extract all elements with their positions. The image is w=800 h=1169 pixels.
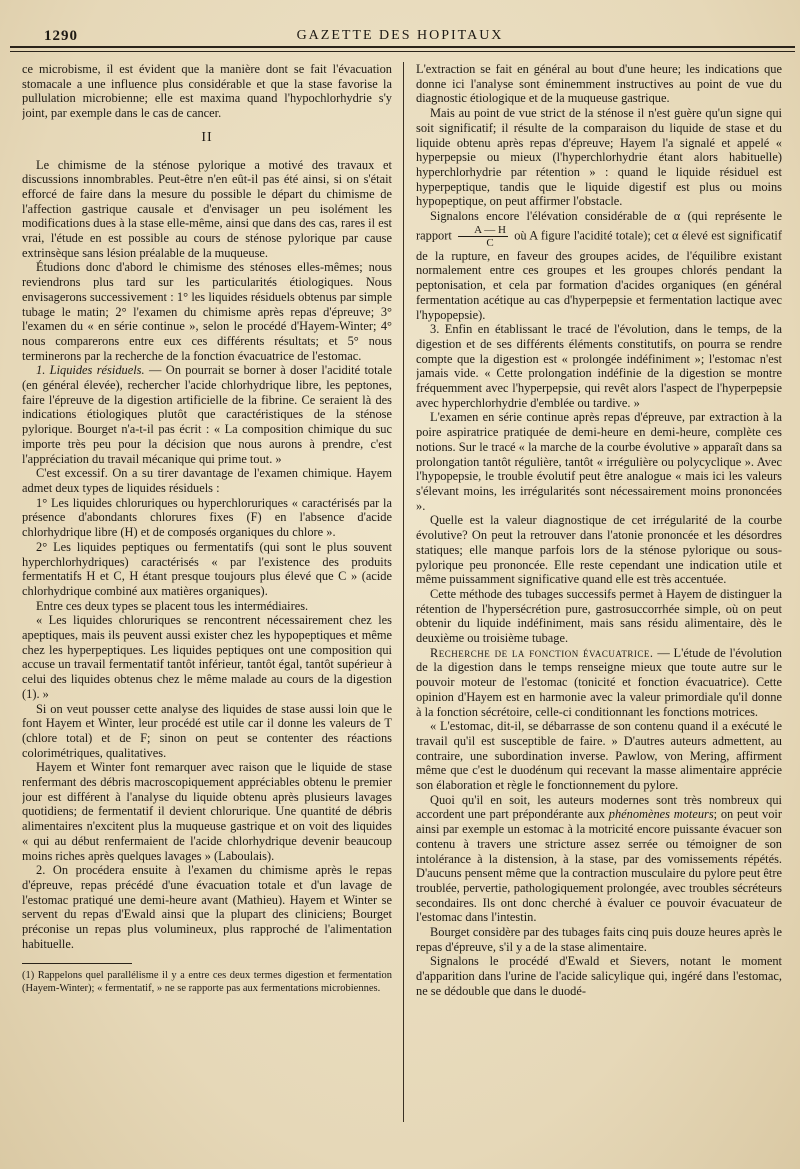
paragraph-text: Signalons encore l'élévation considérable de α (qui représente le rapport: [416, 209, 782, 243]
page-number: 1290: [44, 28, 78, 44]
paragraph: Étudions donc d'abord le chimisme des sténoses elles-mêmes; nous reviendrons plus tard sur les particularités étiologiques. Nous envisagerons successivement : 1° les liquides résiduels obtenus par simple tubage le matin; 2° l'examen du chimisme après repas d'épreuve; 3° l'examen du « en série continue », selon le procédé d'Hayem-Winter; 4° nous comparerons entre eux ces différents résultats; et 5° nous terminerons par la recherche de la fonction évacuatrice de l'estomac.: [22, 260, 392, 363]
paragraph: 2° Les liquides peptiques ou fermentatifs (qui sont le plus souvent hyperchlorhydriques) caractérisés « par l'existence des produits fermentatifs H et C, H étant presque toujours plus élevé que C » (acide chlorhydrique combiné aux matières organiques).: [22, 539, 392, 598]
paragraph: Quelle est la valeur diagnostique de cet irrégularité de la courbe évolutive? On peut la retrouver dans l'atonie prononcée et les désordres statiques; elle manque parfois lors de la sténose pylorique ou sous-pylorique peu prononcée. Elle reste cependant une indication utile et même puissamment significative quand elle est très accentuée.: [416, 513, 782, 587]
section-numeral: II: [201, 129, 213, 145]
fraction-numerator: A — H: [458, 224, 508, 237]
paragraph: Si on veut pousser cette analyse des liquides de stase aussi loin que le font Hayem et Winter, leur procédé est utile car il donne les valeurs de T (chlore total) et de F; sinon on peut se contenter des réactions colorimétriques, qualitatives.: [22, 701, 392, 760]
paragraph: 3. Enfin en établissant le tracé de l'évolution, dans le temps, de la digestion et de ses différents éléments constitutifs, on pourra se rendre compte que la digestion est « prolongée indéfiniment »; l'estomac n'est jamais vide. « Cette prolongation indéfinie de la digestion se montre fréquemment avec l'hyperpepsie, qui revêt alors l'aspect de l'hyperpepsie avec hyperchlorhydrie d'emblée ou tardive. »: [416, 322, 782, 410]
left-column: [22, 62, 392, 1142]
paragraph: Hayem et Winter font remarquer avec raison que le liquide de stase renfermant des débris macroscopiquement appréciables obtenu le premier jour est différent à l'analyse du liquide obtenu après plusieurs lavages quotidiens; de fermentatif il devient chlorurique. Une quantité de débris alimentaires n'excitent plus la muqueuse gastrique et on voit des liquides « qui au début renfermaient de l'acide chlorhydrique devenir beaucoup moins riches après quelques lavages » (Laboulais).: [22, 760, 392, 863]
italic-term: phénomènes moteurs: [608, 807, 714, 822]
footnote: (1) Rappelons quel parallélisme il y a entre ces deux termes digestion et fermentation (Hayem-Winter); « fermentatif, » ne se rapporte pas aux fermentations microbiennes.: [22, 970, 392, 994]
paragraph-text: où A figure l'acidité totale); cet α élevé est significatif de la rupture, en faveur des groupes acides, de l'équilibre existant normalement entre ces groupes et les groupes chlorés pendant la peptonisation, et cela par formation d'acides organiques (en général fermentation acétique au cas d'hyperpepsie et fermentation lactique avec l'hypopepsie).: [416, 228, 782, 322]
paragraph-motor: [416, 793, 782, 925]
subheading-evacuation: Recherche de la fonction évacuatrice.: [430, 645, 654, 660]
fraction-denominator: C: [486, 236, 494, 249]
column-divider: [403, 62, 404, 1122]
page-header: [30, 24, 770, 46]
paragraph-text: ; on peut voir ainsi par exemple un estomac à la motricité encore puissante évacuer son contenu à travers une stricture assez serrée ou témoigner de son intolérance à la distension, à la stase, par des vomissements répétés. D'aucuns pensent même que la contraction musculaire du pylore peut être troublée, pervertie, pathologiquement prolongée, avec troubles sécréteurs secondaires. Ils ont donc cherché à évaluer ce pouvoir évacuateur de l'estomac dans l'intestin.: [416, 807, 782, 925]
fraction: [458, 224, 508, 249]
paragraph-text: Quoi qu'il en soit, les auteurs modernes sont très nombreux qui accordent une part prépondérante aux: [416, 792, 782, 822]
paragraph-intro: ce microbisme, il est évident que la manière dont se fait l'évacuation stomacale a une influence plus considérable et que la stase favorise la pullulation microbienne; elle est maxima quand l'hypochlorhydrie s'y joint, par exemple dans le cas de cancer.: [22, 62, 392, 121]
right-column: [416, 62, 782, 1142]
paragraph-alpha-ratio: [416, 209, 782, 322]
paragraph-evacuation: [416, 646, 782, 720]
paragraph: « Les liquides chloruriques se rencontrent nécessairement chez les apeptiques, mais ils peuvent aussi exister chez les hypopeptiques et même chez les hyperpeptiques. Les liquides peptiques ont une composition qui accuse un travail fermentatif tantôt inférieur, tantôt égal, tantôt supérieur à celui des liquides obtenus chez le même malade au cours de la digestion (1). »: [22, 613, 392, 701]
paragraph: 1° Les liquides chloruriques ou hyperchloruriques « caractérisés par la présence d'abondants chlorures fixes (F) en l'absence d'acide chlorhydrique libre (H) et de composés organiques du chlore ».: [22, 495, 392, 540]
paragraph: Le chimisme de la sténose pylorique a motivé des travaux et discussions innombrables. Peut-être n'en eût-il pas été ainsi, si on s'était efforcé de faire dans la mesure du possible le départ du chimisme de l'affection gastrique causale et d'envisager un peu isolément les modifications dues à la stase elle-même, ainsi que dans des cas, rares il est vrai, l'étude en est possible au cours de sténose pylorique par cause extrinsèque sans lésion préalable de la muqueuse.: [22, 157, 392, 260]
paragraph: L'extraction se fait en général au bout d'une heure; les indications que donne ici l'analyse sont éminemment instructives au point de vue du diagnostic étiologique et de la muqueuse gastrique.: [416, 62, 782, 106]
paragraph: Entre ces deux types se placent tous les intermédiaires.: [36, 598, 309, 613]
paragraph-text: — On pourrait se borner à doser l'acidité totale (en général élevée), rechercher l'acide chlorhydrique libre, les peptones, faire l'épreuve de la digestion artificielle de la fibrine. Ce seraient là des indications étiologiques plutôt que caractéristiques de la sténose pylorique. Bourget n'a-t-il pas écrit : « La composition chimique du suc importe très peu pour la décision que nous aurons à prendre, c'est l'appréciation du travail mécanique qui prime tout. »: [22, 363, 392, 466]
footnote-rule: [22, 963, 132, 964]
paragraph: 2. On procédera ensuite à l'examen du chimisme après le repas d'épreuve, repas précédé d'une évacuation totale et d'un lavage de l'estomac pratiqué une demi-heure avant (Mathieu). Hayem et Winter se servent du repas d'Ewald ainsi que la plupart des cliniciens; Bourget préconise un repas plus volumineux, plus rapproché de l'alimentation habituelle.: [22, 863, 392, 951]
paragraph: « L'estomac, dit-il, se débarrasse de son contenu quand il a exécuté le travail qu'il est susceptible de faire. » D'autres auteurs admettent, au contraire, une subordination inverse. Pawlow, von Mering, affirment même que c'est le duodénum qui recevant la masse alimentaire apprécie son élaboration et règle le fonctionnement du pylore.: [416, 719, 782, 793]
header-rule-thin: [10, 51, 795, 52]
paragraph: Signalons le procédé d'Ewald et Sievers, notant le moment d'apparition dans l'urine de l'acide salicylique qui, ingéré dans l'estomac, ne se dédouble que dans le duodé-: [416, 954, 782, 998]
paragraph: C'est excessif. On a su tirer davantage de l'examen chimique. Hayem admet deux types de liquides résiduels :: [22, 466, 392, 495]
running-title: GAZETTE DES HOPITAUX: [296, 28, 504, 43]
paragraph: Cette méthode des tubages successifs permet à Hayem de distinguer la rétention de l'hypersécrétion pure, gastrosuccorrhée simple, où on peut obtenir du liquide indéfiniment, mais sans résidu alimentaire, dès le deuxième ou troisième tubage.: [416, 586, 782, 646]
paragraph: Bourget considère par des tubages faits cinq puis douze heures après le repas d'épreuve, s'il y a de la stase alimentaire.: [416, 925, 782, 954]
paragraph-text: — L'étude de l'évolution de la digestion dans le temps renseigne mieux que toute autre sur le pouvoir moteur de l'estomac (tonicité et fonction évacuatrice). Cette opinion d'Hayem est en harmonie avec la valeur primordiale qu'il donne à la fonction sécrétoire, celle-ci conditionnant les fonctions motrices.: [416, 645, 782, 719]
paragraph-residual-liquids: [22, 363, 392, 466]
paragraph: L'examen en série continue après repas d'épreuve, par extraction à la poire aspiratrice pratiquée de demi-heure en demi-heure, complète ces notions. Sur le tracé « la marche de la courbe évolutive » apparaît dans sa prolongation tantôt régulière, tantôt « irrégulière ou polycyclique ». Avec l'hypopepsie, le trouble évolutif peut être analogue « mais ici les valeurs s'élevant moins, les irrégularités sont nécessairement moins prononcées ».: [416, 410, 782, 513]
subheading-residual-liquids: 1. Liquides résiduels.: [36, 363, 145, 378]
header-rule: [10, 46, 795, 48]
paragraph: Mais au point de vue strict de la sténose il n'est guère qu'un signe qui soit significatif; il résulte de la comparaison du liquide de stase et du liquide obtenu après repas d'épreuve; Hayem l'a signalé et appelé « hyperpepsie ou mieux (l'hyperchlorhydrie étant alors habituelle) hyperchlorhydrie par rétention » : quand le liquide résiduel est hyperpeptique, tandis que le liquide digestif est plus ou moins hypopeptique, on peut affirmer l'obstacle.: [416, 106, 782, 209]
